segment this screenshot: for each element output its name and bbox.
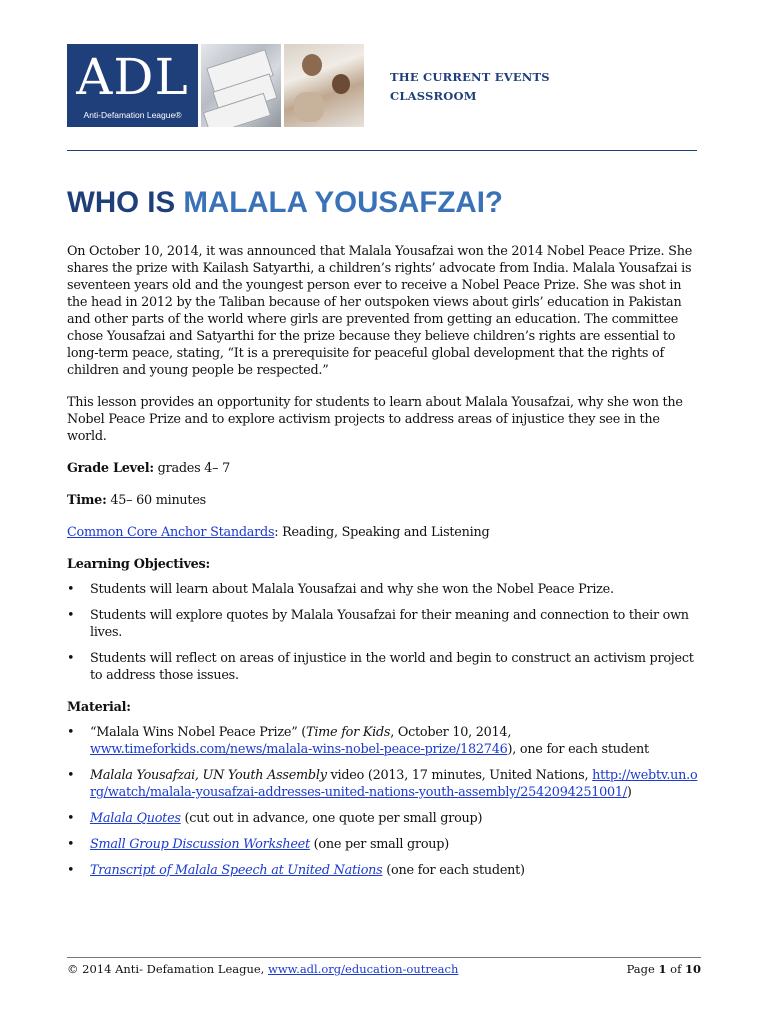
list-item	[67, 650, 701, 684]
bullet-icon: •	[67, 608, 75, 623]
objective-text: Students will learn about Malala Yousafzai and why she won the Nobel Peace Prize.	[90, 582, 614, 597]
students-photo	[284, 44, 364, 127]
copyright-text: © 2014 Anti- Defamation League,	[67, 962, 268, 976]
material-title: Malala Yousafzai, UN Youth Assembly	[90, 768, 327, 783]
intro-paragraph: On October 10, 2014, it was announced that Malala Yousafzai won the 2014 Nobel Peace Prize. She shares the prize with Kailash Satyarthi, a children’s rights’ advocate from India. Malala Yousafzai is seventeen years old and the youngest person ever to receive a Nobel Peace Prize. She was shot in the head in 2012 by the Taliban because of her outspoken views about girls’ education in Pakistan and other parts of the world where girls are prevented from getting an education. The committee chose Yousafzai and Satyarthi for the prize because they believe children’s rights are essential to long-term peace, stating, “It is a prerequisite for peaceful global development that the rights of children and young people be respected.”	[67, 244, 693, 378]
material-text: “Malala Wins Nobel Peace Prize” (	[90, 725, 307, 740]
worksheet-link[interactable]: Small Group Discussion Worksheet	[90, 837, 310, 852]
series-line-2: CLASSROOM	[390, 89, 477, 103]
bullet-icon: •	[67, 582, 75, 597]
objectives-heading: Learning Objectives:	[67, 557, 210, 572]
time-line	[67, 492, 701, 509]
adl-logo-text: ADL	[76, 48, 189, 106]
transcript-link[interactable]: Transcript of Malala Speech at United Nations	[90, 863, 383, 878]
material-text: ), one for each student	[507, 742, 649, 757]
bullet-icon: •	[67, 725, 75, 740]
purpose-paragraph: This lesson provides an opportunity for students to learn about Malala Yousafzai, why she won the Nobel Peace Prize and to explore activism projects to address areas of injustice they see in the world.	[67, 395, 683, 444]
list-item	[67, 810, 701, 827]
of-word: of	[666, 962, 685, 976]
material-text: , October 10, 2014,	[390, 725, 512, 740]
grade-label: Grade Level:	[67, 461, 154, 476]
material-source: Time for Kids	[306, 725, 391, 740]
objective-text: Students will reflect on areas of injustice in the world and begin to construct an activism project to address those issues.	[90, 651, 694, 683]
time-label: Time:	[67, 493, 107, 508]
footer-copyright	[67, 962, 458, 976]
newspapers-photo	[201, 44, 281, 127]
list-item	[67, 724, 701, 758]
footer-divider	[67, 957, 701, 958]
grade-value: grades 4– 7	[153, 461, 230, 476]
material-text: video (2013, 17 minutes, United Nations,	[326, 768, 593, 783]
un-video-link[interactable]: http://webtv.un.org/watch/malala-yousafzai-addresses-united-nations-youth-assembly/2542094251001/	[90, 768, 698, 800]
adl-logo	[67, 44, 198, 127]
objective-text: Students will explore quotes by Malala Yousafzai for their meaning and connection to their own lives.	[90, 608, 689, 640]
list-item	[67, 862, 701, 879]
common-core-link[interactable]: Common Core Anchor Standards	[67, 525, 275, 540]
page-number: 1	[658, 962, 667, 976]
material-text: (cut out in advance, one quote per small group)	[180, 811, 483, 826]
bullet-icon: •	[67, 863, 75, 878]
time-value: 45– 60 minutes	[106, 493, 206, 508]
material-list	[67, 724, 701, 879]
bullet-icon: •	[67, 837, 75, 852]
title-name: MALALA YOUSAFZAI?	[183, 186, 503, 219]
header-divider	[67, 150, 697, 151]
material-text: (one for each student)	[382, 863, 525, 878]
objectives-list	[67, 581, 701, 684]
material-text: )	[626, 785, 632, 800]
series-line-1: THE CURRENT EVENTS	[390, 70, 550, 84]
bullet-icon: •	[67, 811, 75, 826]
list-item	[67, 767, 701, 801]
standards-line	[67, 524, 701, 541]
bullet-icon: •	[67, 768, 75, 783]
standards-value: Reading, Speaking and Listening	[278, 525, 490, 540]
standards-colon: :	[274, 525, 279, 540]
list-item	[67, 581, 701, 598]
adl-logo-subtitle: Anti-Defamation League®	[83, 110, 182, 120]
list-item	[67, 607, 701, 641]
page-word: Page	[626, 962, 659, 976]
title-prefix: WHO IS	[67, 186, 184, 219]
material-heading: Material:	[67, 700, 131, 715]
list-item	[67, 836, 701, 853]
series-title	[390, 68, 550, 106]
page-footer	[67, 962, 701, 976]
timeforkids-link[interactable]: www.timeforkids.com/news/malala-wins-nobel-peace-prize/182746	[90, 742, 508, 757]
header-banner	[67, 44, 364, 127]
material-text: (one per small group)	[309, 837, 449, 852]
adl-education-link[interactable]: www.adl.org/education-outreach	[268, 962, 459, 976]
lesson-body	[67, 243, 701, 894]
page-total: 10	[684, 962, 701, 976]
bullet-icon: •	[67, 651, 75, 666]
grade-level	[67, 460, 701, 477]
page-indicator	[627, 962, 701, 976]
page-title	[67, 186, 503, 220]
malala-quotes-link[interactable]: Malala Quotes	[90, 811, 181, 826]
